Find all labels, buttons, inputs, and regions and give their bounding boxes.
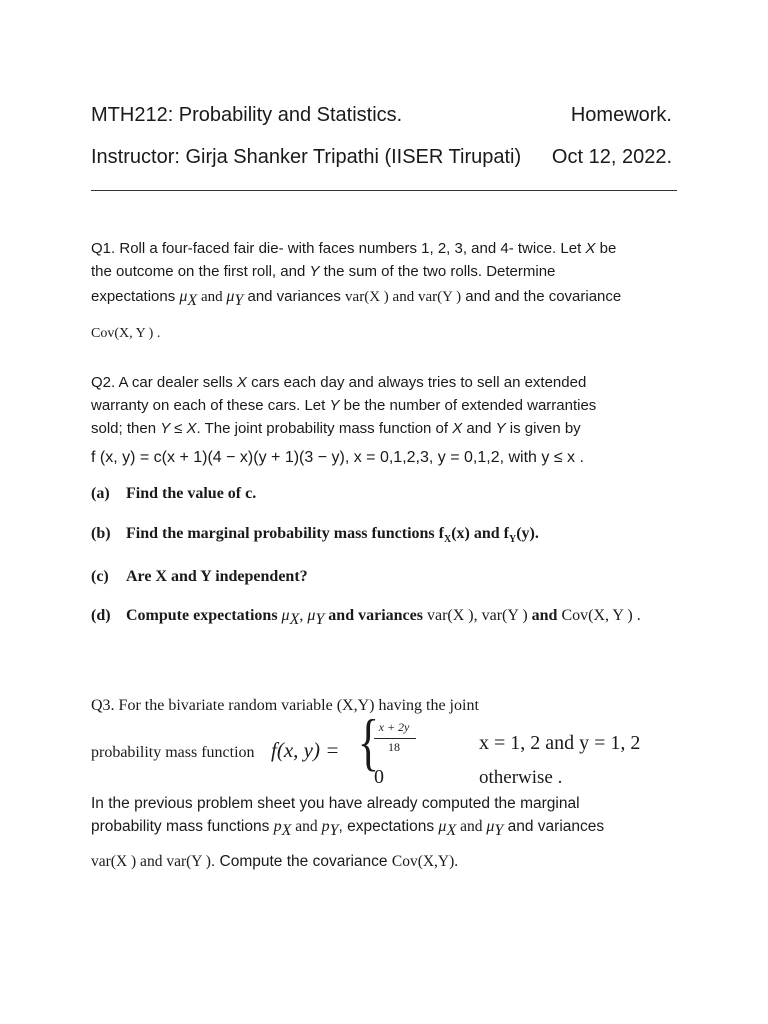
q1-label: Q1.: [91, 240, 116, 257]
question-3-intro: Q3. For the bivariate random variable (X,Y) having the joint: [91, 697, 479, 714]
q3-pmf-definition: probability mass function f(x, y) = { x + 2y 18 0 x = 1, 2 and y = 1, 2 otherwise .: [91, 706, 641, 788]
curly-brace: {: [357, 706, 380, 777]
question-2: Q2. A car dealer sells X cars each day and always tries to sell an extended warranty on each of these cars. Let Y be the number of extended warranties sold; then Y ≤ X. The joint probability mass function of X and Y is given by: [91, 374, 597, 437]
course-title: MTH212: Probability and Statistics.: [91, 104, 403, 126]
q2-item-c: (c) Are X and Y independent?: [91, 568, 308, 585]
question-3-body: In the previous problem sheet you have already computed the marginal probability mass functions pX and pY, expectations μX and μY and variances var(X ) and var(Y ). Compute the covariance Cov(X,Y).: [91, 795, 605, 870]
question-1: Q1. Roll a four-faced fair die- with faces numbers 1, 2, 3, and 4- twice. Let X be the outcome on the first roll, and Y the sum of the two rolls. Determine expectations μX and μY and variances var(X ) and var(Y ) and and the covariance Cov(X, Y ) .: [91, 237, 681, 345]
header-row-1: [91, 104, 672, 127]
doc-type: Homework.: [570, 104, 672, 126]
q2-item-b: (b) Find the marginal probability mass functions $f_X(x)$ and $f_Y(y)$.: [91, 525, 539, 545]
q2-item-d: (d) Compute expectations μX, μY and variances var(X ), var(Y ) and Cov(X, Y ) .: [91, 607, 641, 628]
header-row-2: [91, 146, 672, 169]
q1-covariance: Cov(X, Y ) .: [91, 326, 161, 341]
date: Oct 12, 2022.: [551, 146, 672, 168]
q2-joint-pmf: f (x, y) = c(x + 1)(4 − x)(y + 1)(3 − y), x = 0,1,2,3, y = 0,1,2, with y ≤ x .: [91, 449, 584, 466]
instructor: Instructor: Girja Shanker Tripathi (IISER Tirupati): [91, 146, 522, 168]
fraction-bar: [374, 738, 416, 739]
q2-item-a: (a) Find the value of c.: [91, 485, 257, 502]
header-divider: [91, 190, 677, 191]
q2-label: Q2.: [91, 374, 116, 391]
